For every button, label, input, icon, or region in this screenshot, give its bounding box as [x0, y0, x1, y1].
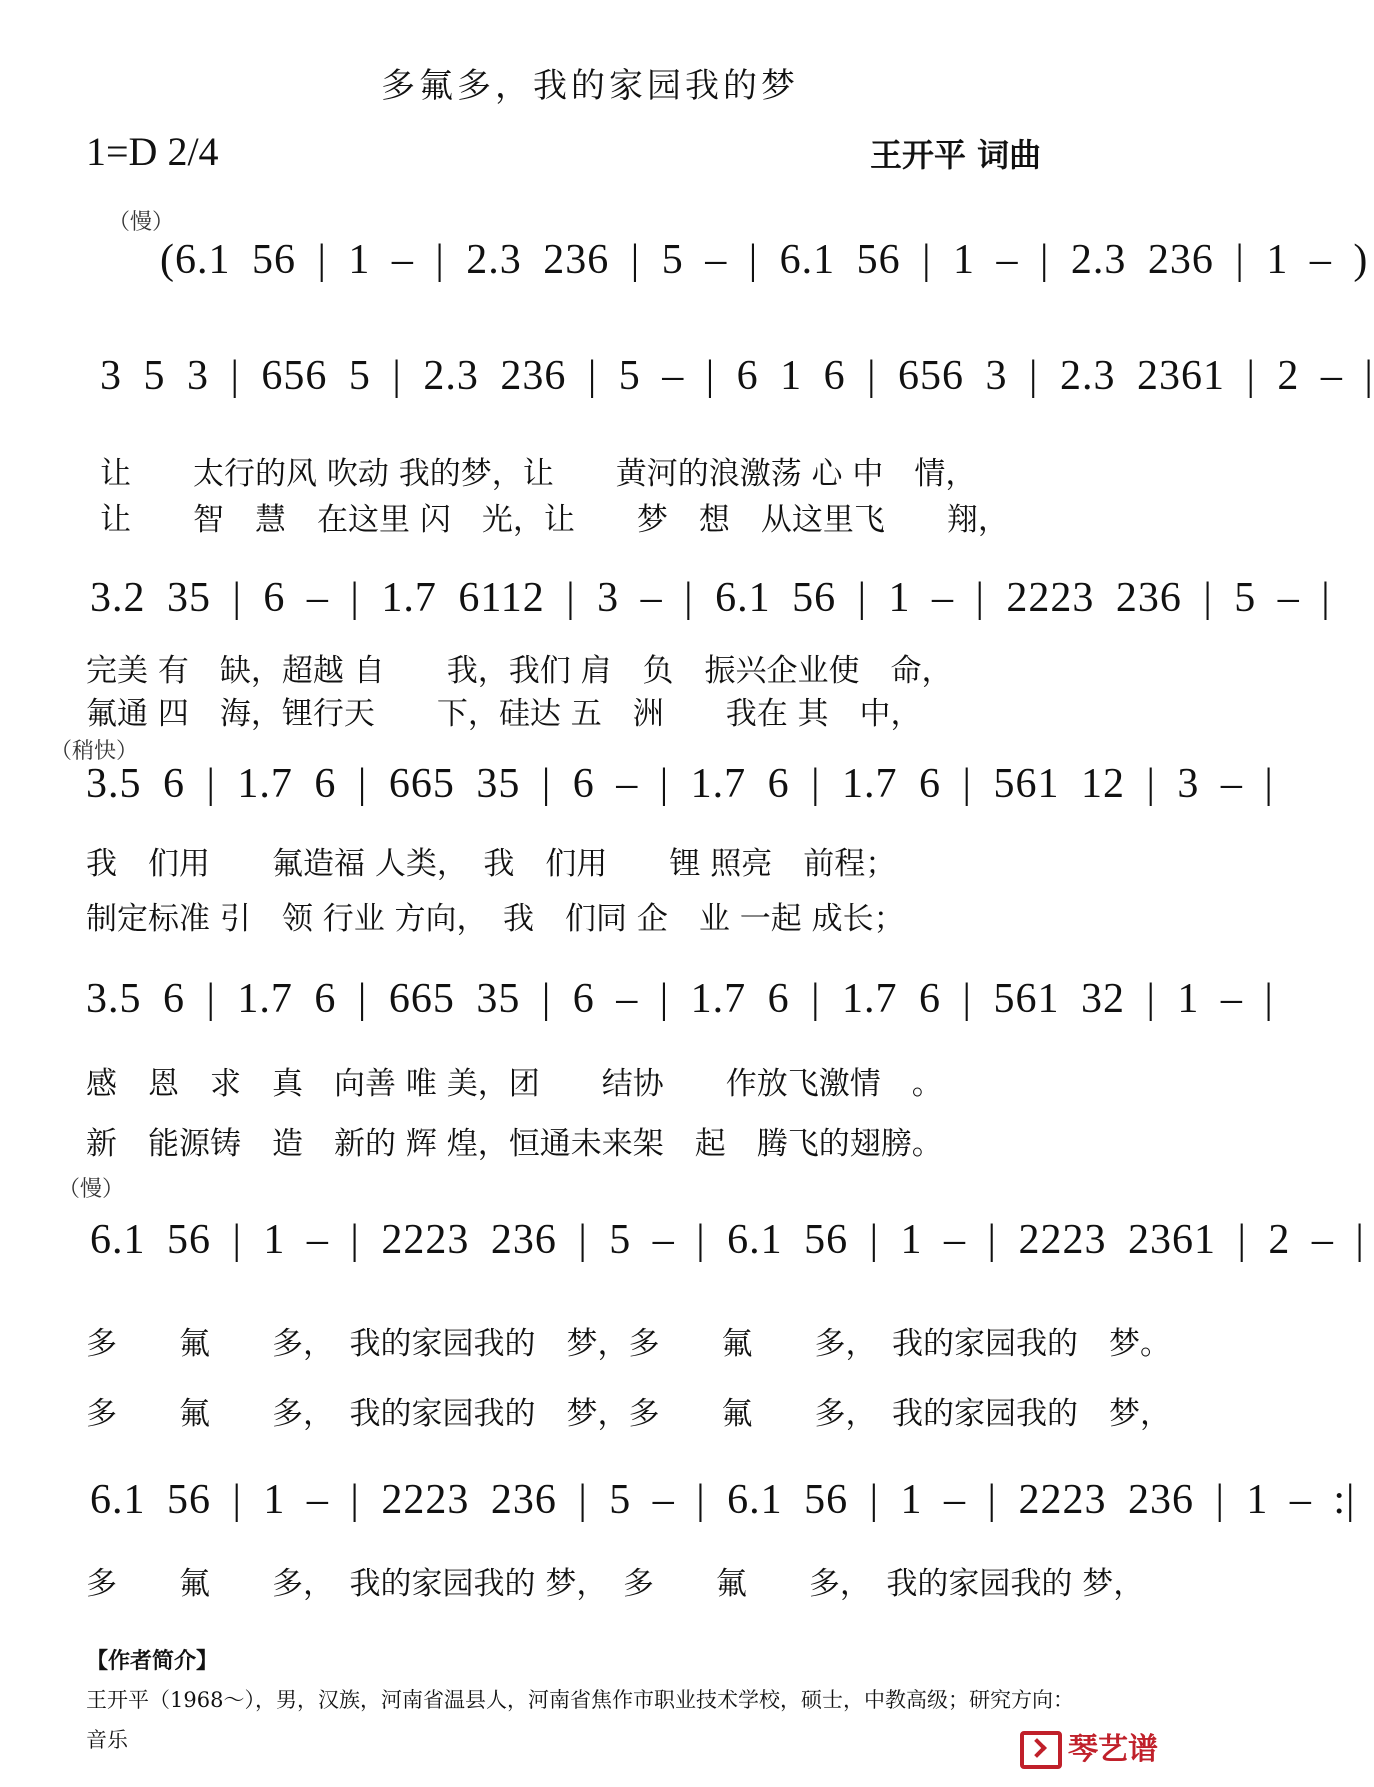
lyric-line-verse-1a: 让 太行的风 吹动 我的梦，让 黄河的浪激荡 心 中 情，: [100, 456, 977, 492]
notation-line-verse-2: 3.2 35 | 6 – | 1.7 6112 | 3 – | 6.1 56 | 1 – | 2223 236 | 5 – |: [90, 575, 1331, 621]
tempo-marking-refrain: （慢）: [58, 1177, 125, 1202]
tempo-marking-intro: （慢）: [108, 210, 175, 235]
notation-line-verse-1: 3 5 3 | 656 5 | 2.3 236 | 5 – | 6 1 6 | 656 3 | 2.3 2361 | 2 – |: [100, 353, 1374, 399]
lyric-line-verse-2a: 完美 有 缺，超越 自 我，我们 肩 负 振兴企业使 命，: [86, 653, 953, 689]
composer-credit: 王开平 词曲: [870, 136, 1042, 174]
notation-line-refrain-1: 6.1 56 | 1 – | 2223 236 | 5 – | 6.1 56 | 1 – | 2223 2361 | 2 – |: [90, 1217, 1365, 1263]
tempo-marking-chorus: （稍快）: [50, 739, 139, 764]
bio-text: 王开平（1968～），男，汉族，河南省温县人，河南省焦作市职业技术学校，硕士，中教高级；研究方向：音乐: [86, 1688, 1074, 1752]
lyric-line-refrain-2a: 多 氟 多， 我的家园我的 梦， 多 氟 多， 我的家园我的 梦，: [86, 1566, 1145, 1602]
bio-heading: 【作者简介】: [86, 1649, 219, 1674]
key-signature: 1=D 2/4: [86, 129, 219, 174]
lyric-line-chorus-2a: 感 恩 求 真 向善 唯 美，团 结协 作放飞激情 。: [86, 1066, 943, 1102]
song-title: 多氟多，我的家园我的梦: [381, 66, 799, 106]
lyric-line-refrain-1a: 多 氟 多， 我的家园我的 梦，多 氟 多， 我的家园我的 梦。: [86, 1326, 1171, 1362]
lyric-line-verse-2b: 氟通 四 海，锂行天 下，硅达 五 洲 我在 其 中，: [86, 696, 922, 732]
watermark-logo-icon: [1020, 1731, 1062, 1769]
notation-line-intro: (6.1 56 | 1 – | 2.3 236 | 5 – | 6.1 56 | 1 – | 2.3 236 | 1 – ): [160, 237, 1369, 283]
notation-line-chorus-1: 3.5 6 | 1.7 6 | 665 35 | 6 – | 1.7 6 | 1.7 6 | 561 12 | 3 – |: [86, 761, 1274, 807]
lyric-line-verse-1b: 让 智 慧 在这里 闪 光，让 梦 想 从这里飞 翔，: [100, 502, 1009, 538]
lyric-line-chorus-1b: 制定标准 引 领 行业 方向， 我 们同 企 业 一起 成长；: [86, 901, 905, 937]
watermark-text: 琴艺谱: [1068, 1731, 1158, 1767]
lyric-line-refrain-1b: 多 氟 多， 我的家园我的 梦，多 氟 多， 我的家园我的 梦，: [86, 1396, 1171, 1432]
lyric-line-chorus-1a: 我 们用 氟造福 人类， 我 们用 锂 照亮 前程；: [86, 846, 897, 882]
lyric-line-chorus-2b: 新 能源铸 造 新的 辉 煌，恒通未来架 起 腾飞的翅膀。: [86, 1126, 943, 1162]
notation-line-refrain-2: 6.1 56 | 1 – | 2223 236 | 5 – | 6.1 56 | 1 – | 2223 236 | 1 – :|: [90, 1477, 1356, 1523]
notation-line-chorus-2: 3.5 6 | 1.7 6 | 665 35 | 6 – | 1.7 6 | 1.7 6 | 561 32 | 1 – |: [86, 976, 1274, 1022]
watermark: [1020, 1724, 1158, 1770]
